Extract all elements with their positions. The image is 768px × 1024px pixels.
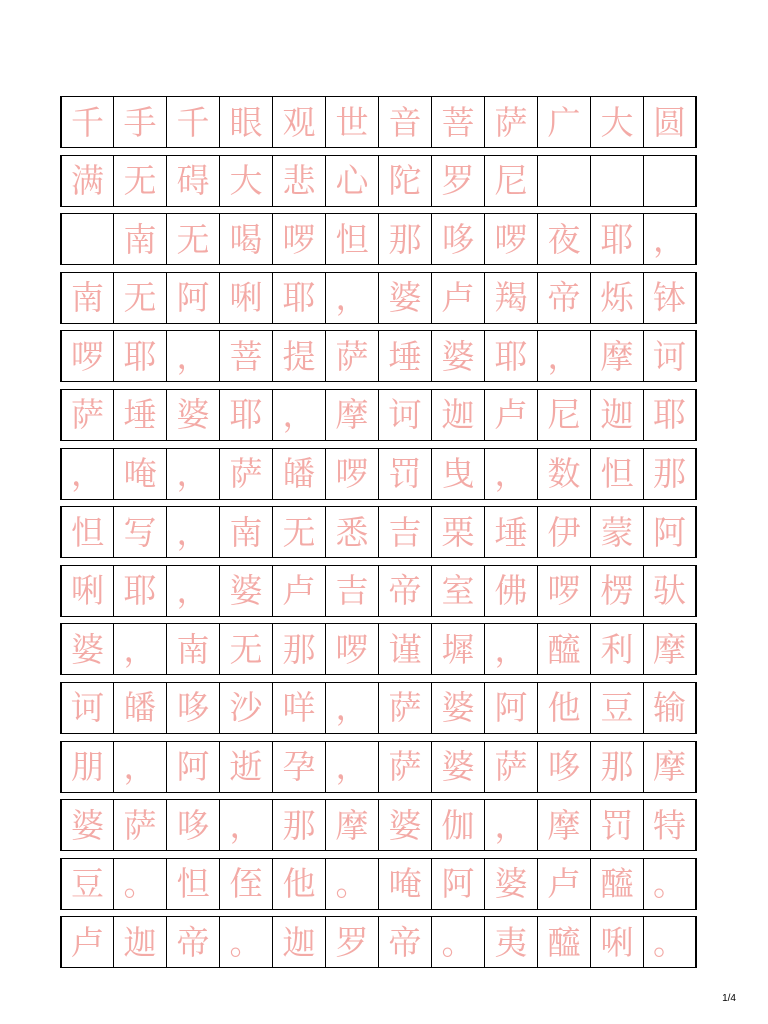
character-cell: 耶 [484,330,538,382]
character-cell: 眼 [219,96,273,148]
character-cell: 南 [219,506,273,558]
character-cell: 婆 [431,330,485,382]
character-cell: 夷 [484,916,538,968]
character-cell: 谨 [378,623,432,675]
character-cell: 侄 [219,858,273,910]
character-cell: 菩 [431,96,485,148]
character-cell: 夜 [537,213,591,265]
character-cell: 婆 [431,741,485,793]
character-cell: 啰 [272,213,326,265]
character-cell: 怛 [60,506,114,558]
character-cell: 。 [431,916,485,968]
character-cell [537,155,591,207]
character-cell: 罗 [325,916,379,968]
character-cell: 钵 [643,272,697,324]
character-cell: 耶 [113,330,167,382]
character-cell: 。 [325,858,379,910]
character-cell: 醯 [590,858,644,910]
character-cell: 无 [113,155,167,207]
character-cell: 耶 [272,272,326,324]
character-cell: 婆 [60,799,114,851]
character-cell: 吉 [378,506,432,558]
grid-row [60,682,708,734]
character-cell: 那 [378,213,432,265]
character-cell: 音 [378,96,432,148]
character-cell: 满 [60,155,114,207]
character-cell: 千 [60,96,114,148]
character-cell: 帝 [537,272,591,324]
character-cell: 皤 [113,682,167,734]
character-cell: 。 [643,858,697,910]
character-cell: 皤 [272,448,326,500]
grid-row [60,96,708,148]
character-cell: 卢 [272,565,326,617]
character-cell: 诃 [378,389,432,441]
character-cell: ， [219,799,273,851]
grid-row [60,506,708,558]
character-cell: 萨 [219,448,273,500]
character-cell: 墀 [431,623,485,675]
character-cell: ， [166,565,220,617]
character-cell: 悉 [325,506,379,558]
character-cell: 罗 [431,155,485,207]
character-cell: ， [484,448,538,500]
character-cell: 悲 [272,155,326,207]
practice-grid [60,96,708,975]
character-cell: 喝 [219,213,273,265]
character-cell: 卢 [60,916,114,968]
character-cell: 醯 [537,623,591,675]
character-cell: 埵 [113,389,167,441]
character-cell: 唵 [378,858,432,910]
character-cell: 广 [537,96,591,148]
character-cell: 唎 [60,565,114,617]
character-cell: 输 [643,682,697,734]
character-cell: 数 [537,448,591,500]
character-cell: 大 [590,96,644,148]
character-cell: 萨 [484,96,538,148]
character-cell: 摩 [643,741,697,793]
character-cell: 迦 [431,389,485,441]
character-cell: 耶 [113,565,167,617]
character-cell: 提 [272,330,326,382]
character-cell: 耶 [643,389,697,441]
character-cell: 羯 [484,272,538,324]
character-cell: 怛 [590,448,644,500]
character-cell: 诃 [643,330,697,382]
character-cell: ， [113,623,167,675]
character-cell: 摩 [325,389,379,441]
character-cell: ， [325,682,379,734]
character-cell: 阿 [643,506,697,558]
character-cell: 那 [272,799,326,851]
character-cell: 尼 [484,155,538,207]
character-cell: 唎 [219,272,273,324]
character-cell: 无 [272,506,326,558]
character-cell: 。 [643,916,697,968]
character-cell: 罚 [378,448,432,500]
character-cell: 阿 [166,741,220,793]
character-cell: 啰 [60,330,114,382]
character-cell: 咩 [272,682,326,734]
character-cell: 摩 [325,799,379,851]
character-cell: 豆 [590,682,644,734]
character-cell: ， [643,213,697,265]
character-cell: 。 [219,916,273,968]
character-cell: 唵 [113,448,167,500]
character-cell: ， [166,448,220,500]
character-cell: 摩 [537,799,591,851]
character-cell: 萨 [378,741,432,793]
grid-row [60,565,708,617]
grid-row [60,155,708,207]
character-cell: 耶 [219,389,273,441]
character-cell: 那 [643,448,697,500]
character-cell: ， [484,623,538,675]
grid-row [60,448,708,500]
character-cell: 醯 [537,916,591,968]
grid-row [60,272,708,324]
character-cell: 他 [537,682,591,734]
character-cell: 他 [272,858,326,910]
character-cell: 摩 [643,623,697,675]
character-cell: 那 [272,623,326,675]
character-cell: ， [484,799,538,851]
character-cell: ， [325,741,379,793]
character-cell: ， [166,506,220,558]
character-cell: 陀 [378,155,432,207]
grid-row [60,799,708,851]
character-cell: 碍 [166,155,220,207]
character-cell: 无 [113,272,167,324]
character-cell: 室 [431,565,485,617]
character-cell: 南 [166,623,220,675]
character-cell [643,155,697,207]
character-cell: 观 [272,96,326,148]
character-cell: 耶 [590,213,644,265]
character-cell: 婆 [219,565,273,617]
character-cell: 埵 [484,506,538,558]
character-cell: 朋 [60,741,114,793]
character-cell: 阿 [484,682,538,734]
character-cell: 婆 [166,389,220,441]
character-cell: 婆 [378,799,432,851]
character-cell: 那 [590,741,644,793]
character-cell: 婆 [484,858,538,910]
character-cell: 迦 [590,389,644,441]
character-cell: 尼 [537,389,591,441]
character-cell: 哆 [166,799,220,851]
character-cell: 埵 [378,330,432,382]
character-cell: 帝 [166,916,220,968]
character-cell: 写 [113,506,167,558]
character-cell: 千 [166,96,220,148]
character-cell: 怛 [325,213,379,265]
character-cell [590,155,644,207]
character-cell: 沙 [219,682,273,734]
character-cell: 阿 [166,272,220,324]
character-cell: 烁 [590,272,644,324]
character-cell: 逝 [219,741,273,793]
grid-row [60,916,708,968]
grid-row [60,330,708,382]
character-cell: 南 [113,213,167,265]
character-cell: 阿 [431,858,485,910]
character-cell: 帝 [378,565,432,617]
character-cell: 啰 [484,213,538,265]
character-cell: 特 [643,799,697,851]
character-cell: 帝 [378,916,432,968]
character-cell: 无 [219,623,273,675]
page-indicator: 1/4 [722,993,736,1004]
character-cell: ， [113,741,167,793]
character-cell: 哆 [166,682,220,734]
character-cell: 哆 [431,213,485,265]
character-cell: 唎 [590,916,644,968]
character-cell: 孕 [272,741,326,793]
character-cell: 诃 [60,682,114,734]
grid-row [60,858,708,910]
character-cell: ， [537,330,591,382]
character-cell: 豆 [60,858,114,910]
character-cell: 啰 [325,448,379,500]
character-cell: ， [60,448,114,500]
character-cell: 伊 [537,506,591,558]
character-cell: 心 [325,155,379,207]
character-cell: 迦 [272,916,326,968]
character-cell: 利 [590,623,644,675]
character-cell: 世 [325,96,379,148]
character-cell: 栗 [431,506,485,558]
grid-row [60,623,708,675]
character-cell: 曳 [431,448,485,500]
character-cell: 蒙 [590,506,644,558]
character-cell: 卢 [431,272,485,324]
character-cell: 大 [219,155,273,207]
character-cell: 萨 [325,330,379,382]
character-cell: 楞 [590,565,644,617]
character-cell: 圆 [643,96,697,148]
character-cell: 伽 [431,799,485,851]
character-cell: ， [166,330,220,382]
character-cell: 婆 [431,682,485,734]
character-cell: 卢 [537,858,591,910]
character-cell: 婆 [60,623,114,675]
character-cell: 卢 [484,389,538,441]
grid-row [60,741,708,793]
character-cell: ， [325,272,379,324]
character-cell: 迦 [113,916,167,968]
grid-row [60,213,708,265]
character-cell: 萨 [378,682,432,734]
character-cell: 怛 [166,858,220,910]
character-cell: 无 [166,213,220,265]
character-cell: 罚 [590,799,644,851]
character-cell: 吉 [325,565,379,617]
character-cell: 萨 [60,389,114,441]
character-cell: 萨 [113,799,167,851]
character-cell: 啰 [537,565,591,617]
character-cell: 啰 [325,623,379,675]
grid-row [60,389,708,441]
character-cell [60,213,114,265]
character-cell: 手 [113,96,167,148]
character-cell: 哆 [537,741,591,793]
character-cell: 摩 [590,330,644,382]
character-cell: 萨 [484,741,538,793]
character-cell: 驮 [643,565,697,617]
character-cell: 婆 [378,272,432,324]
character-cell: 佛 [484,565,538,617]
character-cell: 南 [60,272,114,324]
character-cell: 。 [113,858,167,910]
character-cell: ， [272,389,326,441]
character-cell: 菩 [219,330,273,382]
